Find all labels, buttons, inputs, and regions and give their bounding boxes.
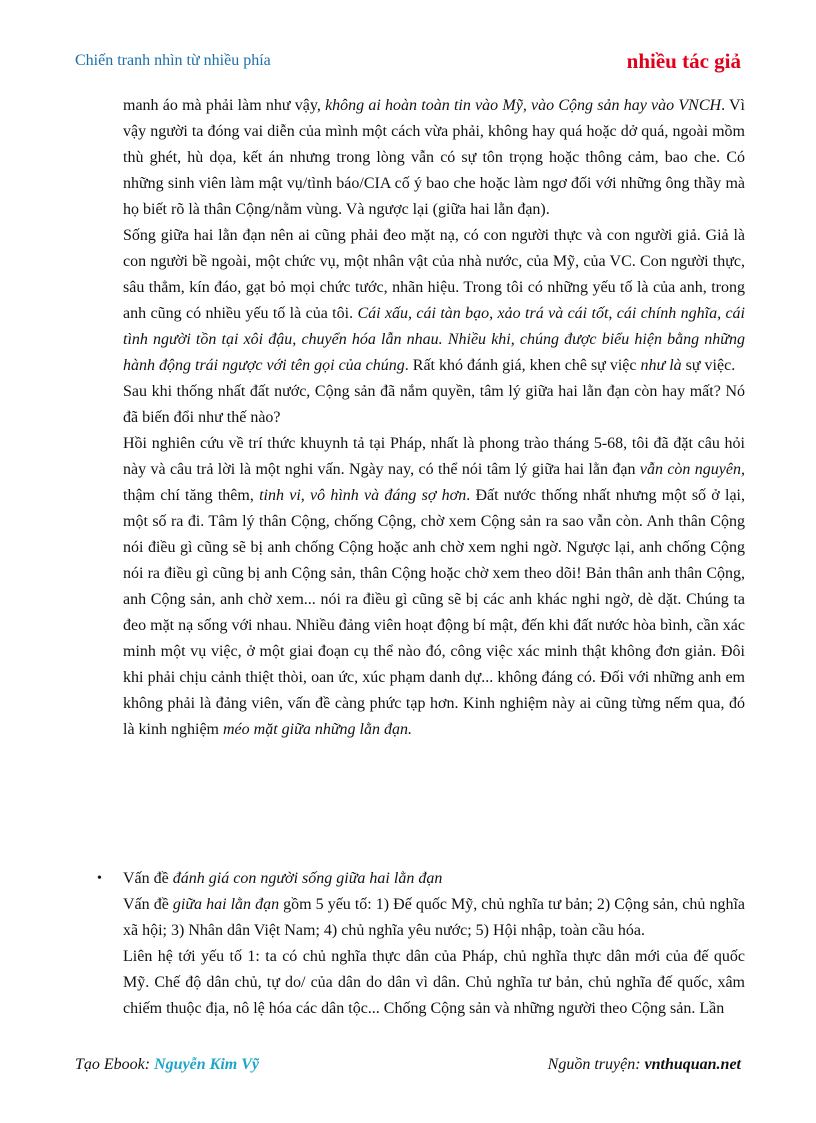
text-run: Sống giữa hai lằn đạn nên ai cũng phải đeo mặt nạ, có con người thực và con người giả. Giả là con người bề ngoài, một chức vụ, một nhân vật của nhà nước, của Mỹ, của VC. Con người thực, sâu thẳm, kín đáo, gạt bỏ mọi chức tước, nhãn hiệu. Trong tôi có những yếu tố là của anh, trong anh cũng có nhiều yếu tố là của tôi. [123, 227, 745, 322]
author-label: nhiều tác giả [626, 49, 741, 73]
separator: : [635, 1056, 645, 1073]
ebook-creator: Nguyễn Kim Vỹ [154, 1056, 259, 1073]
ebook-label: Tạo Ebook [75, 1056, 145, 1073]
paragraph-4 [123, 431, 745, 743]
ebook-credit [75, 1056, 259, 1074]
text-run: sự việc. [681, 357, 736, 374]
bullet-title [123, 866, 745, 892]
text-run: gồm 5 yếu tố: 1) Đế quốc Mỹ, chủ nghĩa tư bản; 2) Cộng sản, chủ nghĩa xã hội; 3) Nhân dân Việt Nam; 4) chủ nghĩa yêu nước; 5) Hội nhập, toàn cầu hóa. [123, 896, 746, 939]
text-run: . Vì vậy người ta đóng vai diễn của mình một cách vừa phải, không hay quá hoặc dở quá, ngoài mồm thù ghét, hù dọa, kết án nhưng trong lòng vẫn có sự tôn trọng hoặc thông cảm, bao che. Có những sinh viên làm mật vụ/tình báo/CIA cố ý bao che hoặc làm ngơ đối với những ông thầy mà họ biết rõ là thân Cộng/nằm vùng. Và ngược lại (giữa hai lằn đạn). [123, 97, 745, 218]
paragraph-5 [123, 892, 745, 944]
italic-run: giữa hai lằn đạn [172, 896, 280, 913]
paragraph-3: Sau khi thống nhất đất nước, Cộng sản đã nắm quyền, tâm lý giữa hai lằn đạn còn hay mất? Nó đã biến đổi như thế nào? [123, 383, 745, 426]
paragraph-1 [123, 93, 745, 223]
paragraph-6: Liên hệ tới yếu tố 1: ta có chủ nghĩa thực dân của Pháp, chủ nghĩa thực dân mới của đế quốc Mỹ. Chế độ dân chủ, tự do/ của dân do dân vì dân. Chủ nghĩa tư bản, chủ nghĩa đế quốc, xâm chiếm thuộc địa, nô lệ hóa các dân tộc... Chống Cộng sản và những người theo Cộng sản. Lần [123, 948, 745, 1017]
bullet-section [97, 866, 746, 1022]
italic-run: tinh vi, vô hình và đáng sợ hơn [259, 487, 467, 504]
separator: : [144, 1056, 155, 1073]
italic-run: không ai hoàn toàn tin vào Mỹ, vào Cộng sản hay vào VNCH [325, 97, 722, 114]
text-run: . Rất khó đánh giá, khen chê sự việc [404, 357, 641, 374]
text-run: manh áo mà phải làm như vậy, [123, 97, 326, 114]
paragraph-2 [123, 223, 745, 379]
main-text [123, 93, 745, 743]
text-run: thậm chí tăng thêm, [123, 487, 260, 504]
text-run: Vấn đề [123, 870, 173, 887]
text-run: . Đất nước thống nhất nhưng một số ở lại, một số ra đi. Tâm lý thân Cộng, chống Cộng, chờ xem Cộng sản ra sao vẫn còn. Anh thân Cộng nói điều gì cũng sẽ bị anh chống Cộng hoặc anh chờ xem nghi ngờ. Ngược lại, anh chống Cộng nói ra điều gì cũng bị anh Cộng sản, thân Cộng hoặc chờ xem theo dõi! Bản thân anh thân Cộng, anh Cộng sản, anh chờ xem... nói ra điều gì cũng sẽ bị các anh khác nghi ngờ, dè dặt. Chúng ta đeo mặt nạ sống với nhau. Nhiều đảng viên hoạt động bí mật, đến khi đất nước hòa bình, cần xác minh một vụ việc, ở một giai đoạn cụ thể nào đó, công việc xác minh thật không đơn giản. Đôi khi phải chịu cảnh thiệt thòi, oan ức, xúc phạm danh dự... không đáng có. Đối với những anh em không phải là đảng viên, vấn đề càng phức tạp hơn. Kinh nghiệm này ai cũng từng nếm qua, đó là kinh nghiệm [123, 487, 746, 738]
source-credit [548, 1056, 741, 1074]
text-run: Hồi nghiên cứu về trí thức khuynh tả tại Pháp, nhất là phong trào tháng 5-68, tôi đã đặt câu hỏi này và câu trả lời là một nghi vấn. Ngày nay, có thể nói tâm lý giữa hai lằn đạn [123, 435, 745, 478]
text-run: Vấn đề [123, 896, 173, 913]
source-label: Nguồn truyện [547, 1056, 636, 1073]
bullet-marker: • [97, 871, 102, 886]
italic-run: Cái xấu, cái tàn bạo, xảo trá và cái tốt, cái chính nghĩa, cái tình người tồn tại xôi đậu, chuyển hóa lẫn nhau. Nhiều khi, chúng được biểu hiện bằng những hành động trái ngược với tên gọi của chúng [123, 305, 745, 374]
book-title: Chiến tranh nhìn từ nhiều phía [75, 52, 271, 69]
source-site: vnthuquan.net [644, 1056, 741, 1073]
italic-run: vẫn còn nguyên, [639, 461, 746, 478]
italic-run: đánh giá con người sống giữa hai lằn đạn [172, 870, 443, 887]
italic-run: như là [640, 357, 682, 374]
italic-run: méo mặt giữa những lằn đạn. [222, 721, 412, 738]
